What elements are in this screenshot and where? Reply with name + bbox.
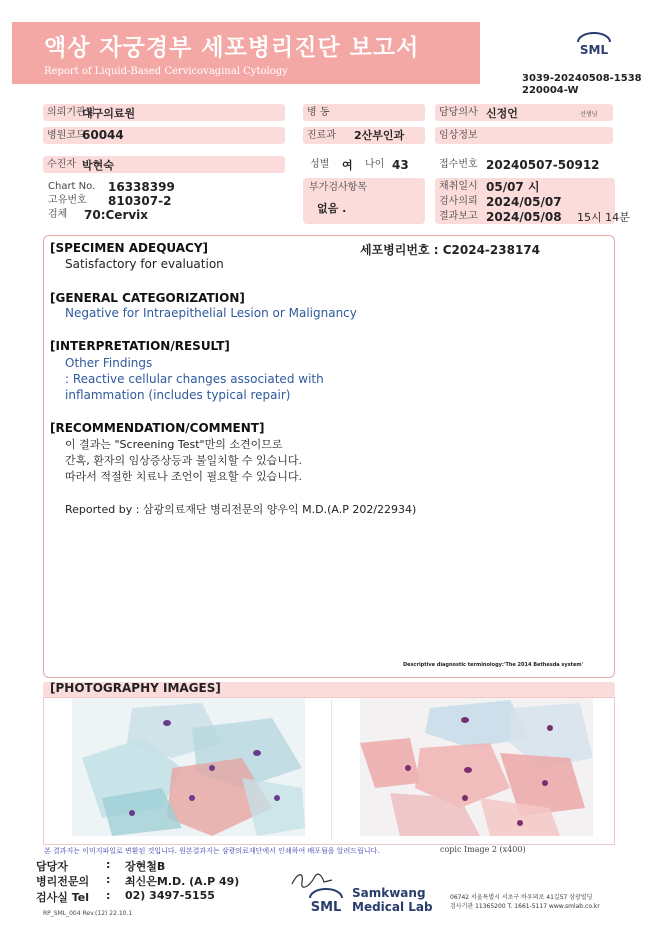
pathology-number-value: C2024-238174 bbox=[442, 243, 541, 257]
reported-by: Reported by : 삼광의료재단 병리전문의 양우익 M.D.(A.P 202/22934) bbox=[65, 503, 417, 516]
report-subtitle: Report of Liquid-Based Cervicovaginal Cytology bbox=[44, 66, 288, 77]
doctor-value: 신정언 bbox=[486, 107, 518, 120]
cytology-image-1-graphic bbox=[72, 698, 305, 836]
recommendation-heading: [RECOMMENDATION/COMMENT] bbox=[50, 421, 265, 435]
interpretation-line3: inflammation (includes typical repair) bbox=[65, 388, 291, 402]
staff-value: 장현철B bbox=[125, 860, 166, 873]
interpretation-heading: [INTERPRETATION/RESULT] bbox=[50, 339, 230, 353]
recommendation-line3: 따라서 적절한 치료나 조언이 필요할 수 있습니다. bbox=[65, 470, 302, 483]
cytology-image-2-graphic bbox=[360, 698, 593, 836]
sml-logo-icon bbox=[574, 32, 614, 60]
samkwang-logo-icon bbox=[306, 888, 346, 916]
unique-no-value: 810307-2 bbox=[108, 194, 172, 208]
specimen-adequacy-heading: [SPECIMEN ADEQUACY] bbox=[50, 241, 209, 255]
sex-label: 성별 bbox=[310, 159, 330, 170]
receipt-no-value: 20240507-50912 bbox=[486, 158, 600, 172]
age-value: 43 bbox=[392, 158, 409, 172]
cytology-image-1 bbox=[72, 698, 305, 836]
hospital-code-label: 병원코드 bbox=[43, 127, 285, 144]
clinical-info-label: 임상정보 bbox=[435, 127, 613, 144]
institution-label: 의뢰기관명 bbox=[43, 104, 285, 121]
lab-name-line1: Samkwang bbox=[352, 886, 426, 900]
sex-value: 여 bbox=[342, 159, 353, 172]
signature-icon bbox=[288, 870, 338, 890]
lab-tel-value: 02) 3497-5155 bbox=[125, 889, 215, 902]
report-date-value: 2024/05/08 bbox=[486, 210, 562, 224]
pathologist-colon: : bbox=[106, 873, 111, 886]
recommendation-line2: 간혹, 환자의 임상증상등과 불일치할 수 있습니다. bbox=[65, 454, 302, 467]
pathology-number-label: 세포병리번호 : bbox=[360, 243, 439, 257]
doctor-suffix: 선생님 bbox=[580, 111, 598, 118]
request-date-label: 검사의뢰 bbox=[439, 196, 478, 207]
lab-tel-colon: : bbox=[106, 889, 111, 902]
lab-address-line2: 검사기관 11365200 T. 1661-5117 www.smlab.co.kr bbox=[450, 903, 600, 910]
recommendation-line1: 이 결과는 "Screening Test"만의 소견이므로 bbox=[65, 438, 283, 451]
svg-text:SML: SML bbox=[310, 900, 342, 915]
chart-no-label: Chart No. bbox=[48, 181, 96, 192]
department-value: 2산부인과 bbox=[354, 129, 405, 142]
photo-divider bbox=[331, 700, 332, 840]
report-date-label: 결과보고 bbox=[439, 211, 478, 222]
age-label: 나이 bbox=[365, 159, 385, 170]
collection-date-value: 05/07 시 bbox=[486, 180, 540, 194]
additional-tests-value: 없음 . bbox=[317, 202, 347, 215]
lab-name bbox=[352, 886, 433, 914]
specimen-label: 검체 bbox=[48, 209, 68, 220]
specimen-adequacy-text: Satisfactory for evaluation bbox=[65, 257, 224, 271]
report-time-value: 15시 14분 bbox=[577, 211, 630, 224]
pathologist-label: 병리전문의 bbox=[36, 875, 90, 888]
form-code: RP_SML_004 Rev.(12) 22.10.1 bbox=[43, 910, 133, 917]
cytology-image-2 bbox=[360, 698, 593, 836]
receipt-no-label: 접수번호 bbox=[439, 159, 478, 170]
staff-colon: : bbox=[106, 858, 111, 871]
patient-value: 박현숙 bbox=[82, 159, 114, 172]
hospital-code-value: 60044 bbox=[82, 128, 124, 142]
unique-no-label: 고유번호 bbox=[48, 195, 87, 206]
image-conversion-notice: 본 결과지는 이미지파일로 변환된 것입니다. 원본결과지는 삼광의료재단에서 인쇄하여 배포됨을 알려드립니다. bbox=[44, 847, 380, 855]
document-code-line2: 220004-W bbox=[522, 85, 579, 96]
pathology-number bbox=[360, 241, 540, 258]
general-categorization-heading: [GENERAL CATEGORIZATION] bbox=[50, 291, 245, 305]
bethesda-footnote: Descriptive diagnostic terminology:'The 2014 Bethesda system' bbox=[403, 662, 584, 668]
patient-label: 수진자 bbox=[43, 156, 285, 173]
interpretation-line2: : Reactive cellular changes associated with bbox=[65, 372, 324, 386]
doctor-label: 담당의사 bbox=[435, 104, 613, 121]
chart-no-value: 16338399 bbox=[108, 180, 175, 194]
additional-tests-label: 부가검사항목 bbox=[309, 182, 367, 193]
lab-name-line2: Medical Lab bbox=[352, 900, 433, 914]
request-date-value: 2024/05/07 bbox=[486, 195, 562, 209]
department-label: 진료과 bbox=[303, 127, 425, 144]
specimen-value: 70:Cervix bbox=[84, 208, 149, 222]
institution-value: 대구의료원 bbox=[82, 107, 136, 120]
ward-label: 병 동 bbox=[303, 104, 425, 121]
lab-address bbox=[450, 893, 600, 911]
report-title: 액상 자궁경부 세포병리진단 보고서 bbox=[44, 35, 420, 61]
lab-address-line1: 06742 서울특별시 서초구 바우뫼로 41길57 삼광빌딩 bbox=[450, 894, 593, 901]
svg-text:SML: SML bbox=[579, 43, 609, 57]
pathologist-value: 최신은M.D. (A.P 49) bbox=[125, 875, 240, 888]
document-code bbox=[522, 73, 642, 97]
photography-heading: [PHOTOGRAPHY IMAGES] bbox=[50, 681, 221, 695]
general-categorization-text: Negative for Intraepithelial Lesion or Malignancy bbox=[65, 306, 357, 320]
photo-caption-2: copic Image 2 (x400) bbox=[440, 845, 526, 854]
document-code-line1: 3039-20240508-1538 bbox=[522, 73, 642, 84]
interpretation-line1: Other Findings bbox=[65, 356, 153, 370]
staff-label: 담당자 bbox=[36, 860, 68, 873]
collection-date-label: 채취일시 bbox=[439, 181, 478, 192]
lab-tel-label: 검사실 Tel bbox=[36, 891, 89, 904]
